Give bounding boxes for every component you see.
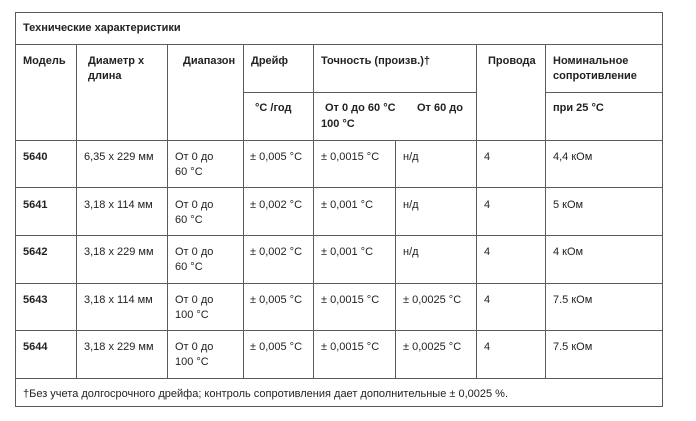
cell-drift: ± 0,005 °C [250,151,303,163]
col-divider [76,44,77,379]
cell-nominal: 5 кОм [553,199,584,211]
cell-nominal: 4,4 кОм [553,151,593,163]
cell-range: От 0 до [175,199,214,211]
cell-accuracy-b: н/д [403,246,419,258]
cell-range: 60 °C [175,261,203,273]
header-size: длина [88,70,122,82]
subheader-accuracy-a: 100 °C [321,118,355,130]
cell-accuracy-a: ± 0,001 °C [321,199,374,211]
table-footnote: †Без учета долгосрочного дрейфа; контроль сопротивления дает дополнительные ± 0,0025 %. [23,388,509,400]
row-divider [15,235,663,236]
header-model: Модель [23,55,66,67]
row-divider [15,187,663,188]
cell-model: 5640 [23,151,48,163]
cell-accuracy-b: н/д [403,199,419,211]
row-divider [545,92,663,93]
subheader-nominal-at: при 25 °C [553,102,604,114]
header-nominal: сопротивление [553,70,637,82]
cell-range: 100 °C [175,309,209,321]
cell-range: От 0 до [175,294,214,306]
row-divider [15,330,663,331]
cell-accuracy-b: н/д [403,151,419,163]
cell-wires: 4 [484,294,491,306]
cell-accuracy-b: ± 0,0025 °C [403,341,462,353]
header-drift: Дрейф [251,55,289,67]
table-caption: Технические характеристики [23,22,181,34]
cell-nominal: 4 кОм [553,246,584,258]
cell-size: 3,18 x 114 мм [84,294,153,306]
col-divider [476,44,477,379]
row-divider [15,44,663,45]
cell-nominal: 7.5 кОм [553,294,593,306]
subheader-drift-unit: °C /год [255,102,292,114]
cell-size: 6,35 x 229 мм [84,151,154,163]
cell-size: 3,18 x 229 мм [84,246,154,258]
table-border [15,406,663,407]
cell-accuracy-a: ± 0,0015 °C [321,294,380,306]
cell-wires: 4 [484,341,491,353]
cell-model: 5641 [23,199,48,211]
cell-size: 3,18 x 114 мм [84,199,153,211]
cell-range: 60 °C [175,166,203,178]
cell-range: 60 °C [175,214,203,226]
col-divider [545,44,546,379]
header-wires: Провода [488,55,536,67]
cell-accuracy-b: ± 0,0025 °C [403,294,462,306]
cell-model: 5644 [23,341,48,353]
cell-drift: ± 0,002 °C [250,199,303,211]
cell-size: 3,18 x 229 мм [84,341,154,353]
row-divider [15,378,663,379]
cell-drift: ± 0,005 °C [250,294,303,306]
row-divider [15,140,663,141]
header-size: Диаметр x [88,55,145,67]
cell-model: 5643 [23,294,48,306]
header-nominal: Номинальное [553,55,629,67]
subheader-accuracy-a: От 0 до 60 °C [325,102,396,114]
cell-model: 5642 [23,246,48,258]
cell-range: От 0 до [175,341,214,353]
cell-wires: 4 [484,151,491,163]
table-border [15,12,663,13]
cell-drift: ± 0,002 °C [250,246,303,258]
col-divider [243,44,244,379]
cell-range: 100 °C [175,356,209,368]
table-border [15,12,16,407]
cell-range: От 0 до [175,151,214,163]
col-divider [167,44,168,379]
cell-wires: 4 [484,246,491,258]
row-divider [15,283,663,284]
cell-accuracy-a: ± 0,001 °C [321,246,374,258]
cell-nominal: 7.5 кОм [553,341,593,353]
col-divider [395,140,396,379]
cell-drift: ± 0,005 °C [250,341,303,353]
header-accuracy: Точность (произв.)† [321,55,430,67]
col-divider [313,44,314,379]
table-border [662,12,663,407]
header-range: Диапазон [183,55,236,67]
cell-accuracy-a: ± 0,0015 °C [321,341,380,353]
cell-wires: 4 [484,199,491,211]
cell-range: От 0 до [175,246,214,258]
row-divider [243,92,476,93]
cell-accuracy-a: ± 0,0015 °C [321,151,380,163]
subheader-accuracy-b: От 60 до [417,102,463,114]
